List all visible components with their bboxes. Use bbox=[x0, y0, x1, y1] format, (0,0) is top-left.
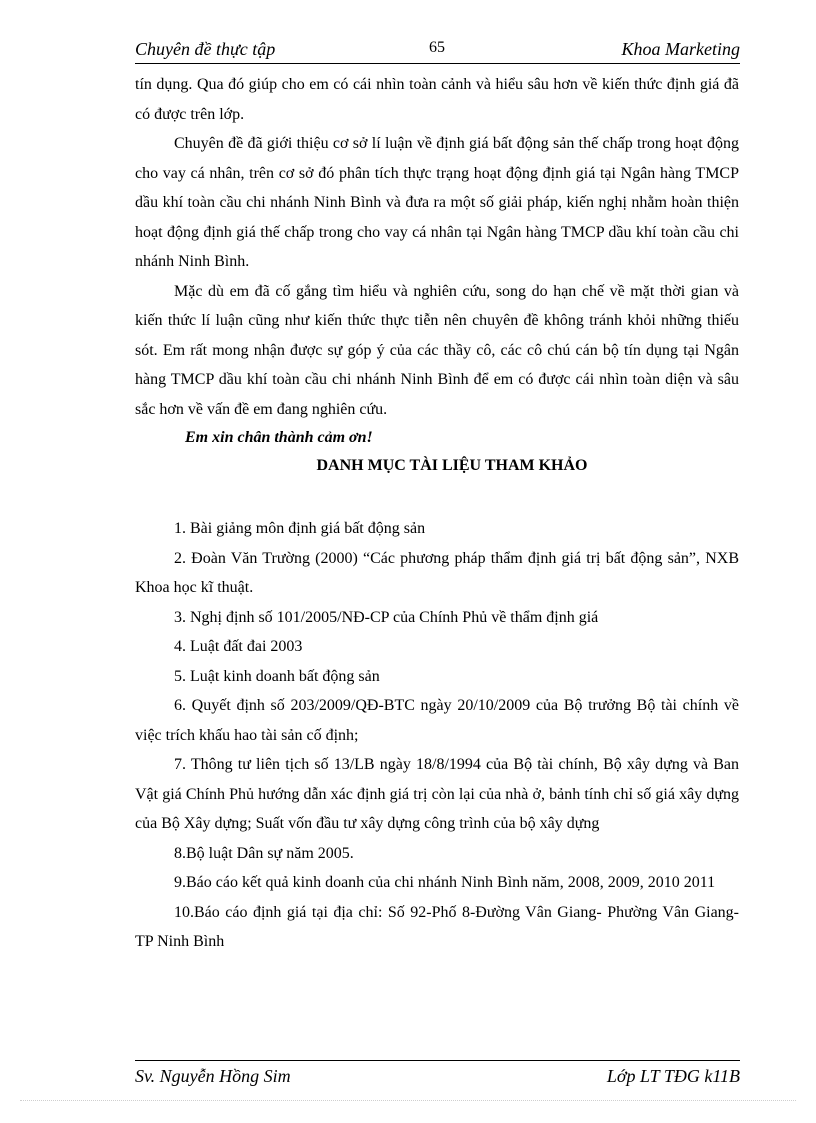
footer-class: Lớp LT TĐG k11B bbox=[606, 1066, 740, 1086]
reference-item: 2. Đoàn Văn Trường (2000) “Các phương pháp thẩm định giá trị bất động sản”, NXB Khoa học kĩ thuật. bbox=[135, 549, 739, 596]
reference-item: 1. Bài giảng môn định giá bất động sản bbox=[174, 520, 426, 537]
thanks-line: Em xin chân thành cảm ơn! bbox=[185, 429, 373, 446]
reference-item: 10.Báo cáo định giá tại địa chỉ: Số 92-Phố 8-Đường Vân Giang- Phường Vân Giang- TP Ninh Bình bbox=[135, 903, 739, 950]
reference-item: 6. Quyết định số 203/2009/QĐ-BTC ngày 20/10/2009 của Bộ trưởng Bộ tài chính về việc trích khấu hao tài sản cố định; bbox=[135, 697, 739, 744]
reference-item: 8.Bộ luật Dân sự năm 2005. bbox=[174, 844, 354, 862]
page-bottom-divider bbox=[20, 1100, 796, 1101]
reference-item: 9.Báo cáo kết quả kinh doanh của chi nhánh Ninh Bình năm, 2008, 2009, 2010 2011 bbox=[174, 874, 716, 891]
reference-item: 4. Luật đất đai 2003 bbox=[174, 638, 303, 655]
paragraph: Chuyên đề đã giới thiệu cơ sở lí luận về định giá bất động sản thế chấp trong hoạt động cho vay cá nhân, trên cơ sở đó phân tích thực trạng hoạt động định giá tại Ngân hàng TMCP dầu khí toàn cầu chi nhánh Ninh Bình và đưa ra một số giải pháp, kiến nghị nhằm hoàn thiện hoạt động định giá thế chấp trong cho vay cá nhân tại Ngân hàng TMCP dầu khí toàn cầu chi nhánh Ninh Bình. bbox=[135, 135, 739, 270]
reference-item: 7. Thông tư liên tịch số 13/LB ngày 18/8/1994 của Bộ tài chính, Bộ xây dựng và Ban Vật giá Chính Phủ hướng dẫn xác định giá trị còn lại của nhà ở, bảnh tính chỉ số giá xây dựng của Bộ Xây dựng; Suất vốn đầu tư xây dựng công trình của bộ xây dựng bbox=[135, 756, 739, 832]
page-number: 65 bbox=[429, 39, 445, 56]
reference-item: 5. Luật kinh doanh bất động sản bbox=[174, 667, 380, 685]
footer-author: Sv. Nguyễn Hồng Sim bbox=[135, 1066, 291, 1086]
document-body bbox=[135, 70, 739, 957]
references-heading: DANH MỤC TÀI LIỆU THAM KHẢO bbox=[316, 457, 588, 474]
header-left-title: Chuyên đề thực tập bbox=[135, 39, 276, 59]
header-right-title: Khoa Marketing bbox=[621, 39, 740, 59]
references-list bbox=[135, 514, 739, 957]
paragraph: tín dụng. Qua đó giúp cho em có cái nhìn toàn cảnh và hiểu sâu hơn về kiến thức định giá đã có được trên lớp. bbox=[135, 76, 739, 123]
page-footer bbox=[135, 1060, 740, 1091]
paragraph: Mặc dù em đã cố gắng tìm hiểu và nghiên cứu, song do hạn chế về mặt thời gian và kiến thức lí luận cũng như kiến thức thực tiễn nên chuyên đề không tránh khỏi những thiếu sót. Em rất mong nhận được sự góp ý của các thầy cô, các cô chú cán bộ tín dụng tại Ngân hàng TMCP dầu khí toàn cầu chi nhánh Ninh Bình để em có được cái nhìn toàn diện và sâu sắc hơn về vấn đề em đang nghiên cứu. bbox=[135, 282, 739, 418]
reference-item: 3. Nghị định số 101/2005/NĐ-CP của Chính Phủ về thẩm định giá bbox=[174, 608, 599, 626]
page-header bbox=[135, 37, 740, 64]
